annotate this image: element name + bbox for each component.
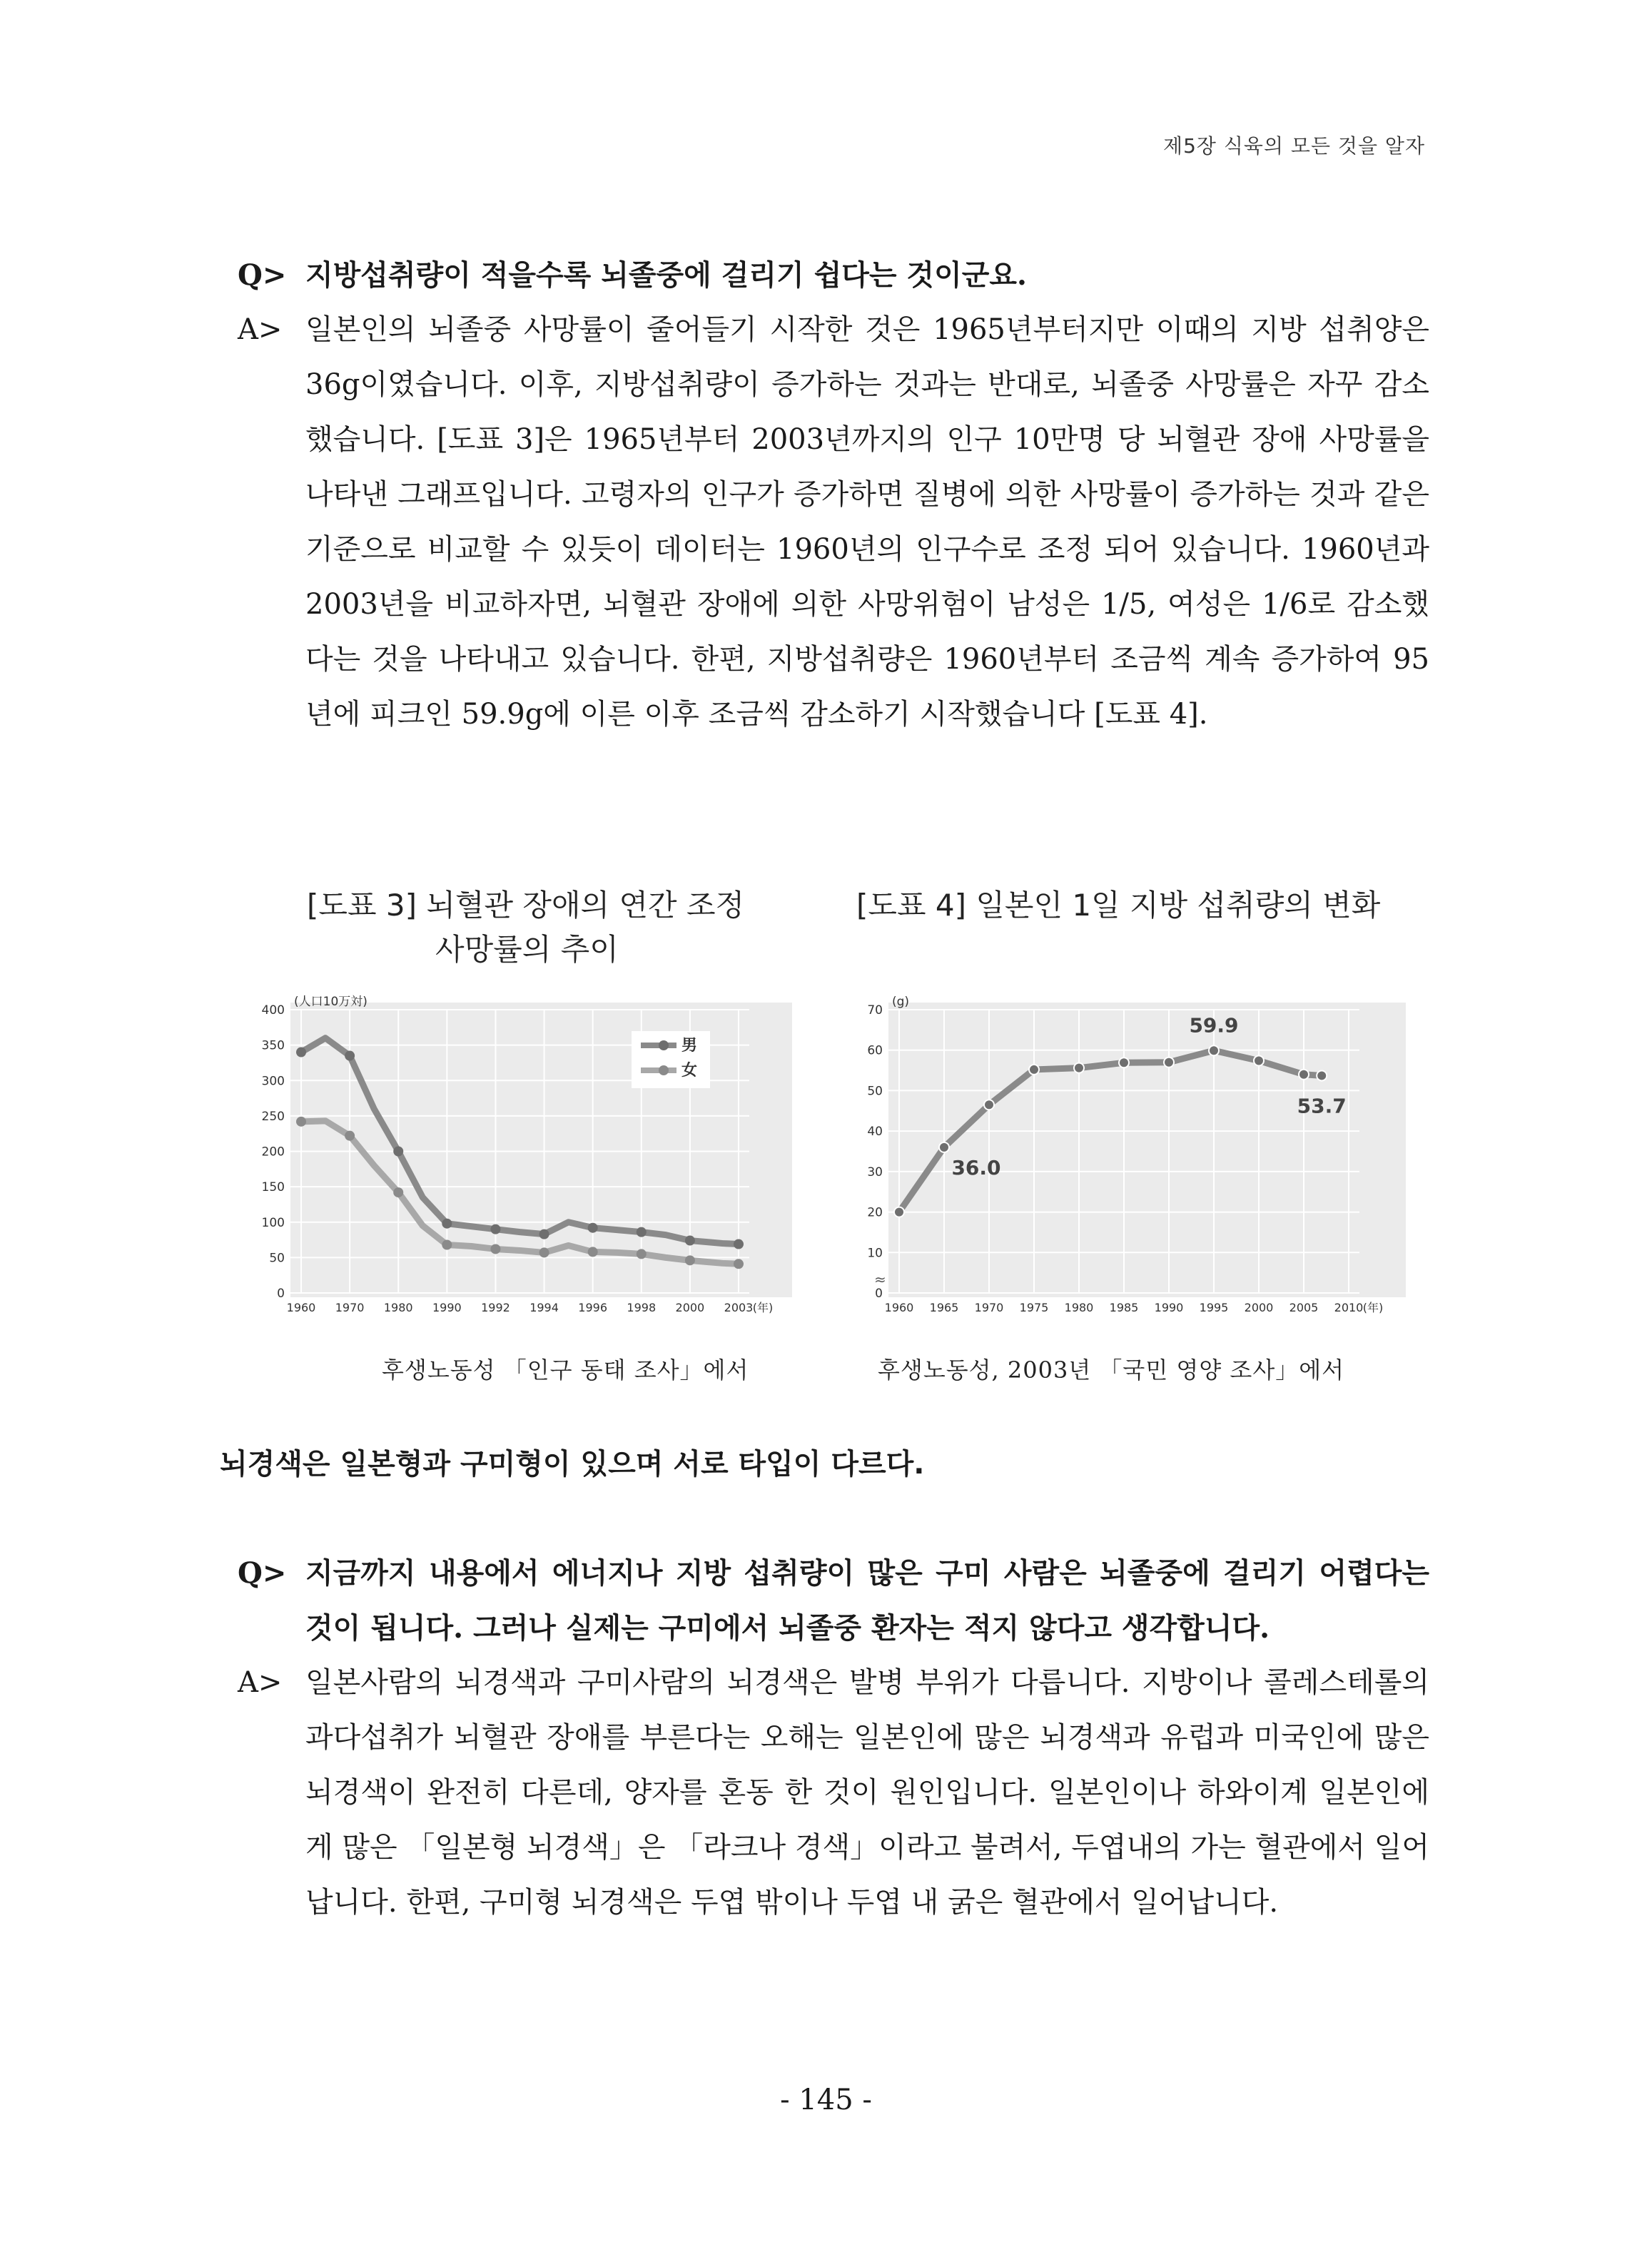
- x-tick-label: 1960: [884, 1301, 914, 1314]
- data-point: [1074, 1063, 1084, 1073]
- question-tag: Q>: [238, 258, 287, 292]
- data-point: [1317, 1070, 1327, 1080]
- question-2: [238, 1546, 1429, 1655]
- x-tick-label: 1965: [929, 1301, 959, 1314]
- data-point: [685, 1255, 695, 1265]
- y-tick-label: 50: [867, 1084, 883, 1099]
- figure-3-caption-line1: [도표 3] 뇌혈관 장애의 연간 조정: [307, 888, 745, 923]
- data-point: [442, 1240, 452, 1250]
- data-point: [539, 1247, 549, 1257]
- figure-4-source: 후생노동성, 2003년 「국민 영양 조사」에서: [878, 1356, 1345, 1384]
- question-1: [238, 248, 1429, 303]
- legend-label-female: 女: [681, 1062, 698, 1080]
- data-point: [894, 1207, 904, 1217]
- x-tick-label: 1975: [1019, 1301, 1049, 1314]
- y-unit-label: (g): [892, 995, 910, 1009]
- y-tick-label: 10: [867, 1246, 883, 1261]
- x-tick-label: 1992: [481, 1301, 510, 1314]
- y-tick-label: 300: [261, 1074, 285, 1089]
- y-tick-label: 100: [261, 1215, 285, 1230]
- data-point: [490, 1244, 500, 1254]
- data-point: [637, 1249, 647, 1259]
- y-tick-label: 0: [277, 1287, 285, 1301]
- data-point: [1029, 1065, 1039, 1075]
- data-point: [984, 1100, 994, 1110]
- data-point: [393, 1147, 403, 1157]
- axis-break-mark: ≈: [874, 1271, 886, 1288]
- data-point: [637, 1227, 647, 1237]
- y-tick-label: 200: [261, 1145, 285, 1160]
- data-point: [1254, 1055, 1264, 1065]
- y-tick-label: 50: [269, 1251, 285, 1266]
- x-unit-label: (年): [1362, 1301, 1384, 1314]
- legend-label-male: 男: [681, 1037, 698, 1055]
- data-point: [1164, 1057, 1174, 1067]
- x-tick-label: 1994: [529, 1301, 559, 1314]
- x-tick-label: 1990: [432, 1301, 462, 1314]
- qa-block-1: [238, 248, 1429, 742]
- y-unit-label: (人口10万対): [294, 995, 368, 1009]
- x-tick-label: 2000: [1244, 1301, 1274, 1314]
- figure-3-caption-line2: 사망률의 추이: [435, 932, 619, 967]
- section-heading: 뇌경색은 일본형과 구미형이 있으며 서로 타입이 다르다.: [220, 1448, 925, 1481]
- x-tick-label: 1985: [1109, 1301, 1139, 1314]
- data-label: 53.7: [1297, 1094, 1347, 1118]
- data-point: [1209, 1045, 1219, 1055]
- y-tick-label: 150: [261, 1180, 285, 1195]
- qa-block-2: [238, 1546, 1429, 1930]
- figure-4-caption: [도표 4] 일본인 1일 지방 섭취량의 변화: [856, 888, 1381, 923]
- x-tick-label: 1960: [286, 1301, 316, 1314]
- answer-1: [238, 303, 1429, 742]
- data-point: [734, 1239, 744, 1249]
- data-point: [490, 1224, 500, 1234]
- legend-marker-female: [659, 1065, 669, 1075]
- y-tick-label: 350: [261, 1038, 285, 1053]
- answer-tag: A>: [238, 313, 283, 346]
- data-point: [588, 1247, 598, 1257]
- data-point: [345, 1051, 355, 1061]
- data-point: [296, 1117, 306, 1127]
- x-tick-label: 2010: [1334, 1301, 1364, 1314]
- figure-3-chart: [250, 988, 799, 1327]
- data-label: 36.0: [951, 1155, 1001, 1180]
- chart-legend: [632, 1031, 710, 1088]
- question-text: 지금까지 내용에서 에너지나 지방 섭취량이 많은 구미 사람은 뇌졸중에 걸리기 어렵다는 것이 됩니다. 그러나 실제는 구미에서 뇌졸중 환자는 적지 않다고 생각합니다.: [305, 1556, 1429, 1645]
- figure-3-source: 후생노동성 「인구 동태 조사」에서: [382, 1356, 749, 1384]
- x-tick-label: 1995: [1199, 1301, 1229, 1314]
- data-point: [1299, 1070, 1309, 1080]
- data-label: 59.9: [1189, 1013, 1239, 1038]
- data-point: [734, 1259, 744, 1269]
- answer-text: 일본인의 뇌졸중 사망률이 줄어들기 시작한 것은 1965년부터지만 이때의 지방 섭취양은 36g이였습니다. 이후, 지방섭취량이 증가하는 것과는 반대로, 뇌졸중 사망률은 자꾸 감소했습니다. [도표 3]은 1965년부터 2003년까지의 인구 10만명 당 뇌혈관 장애 사망률을 나타낸 그래프입니다. 고령자의 인구가 증가하면 질병에 의한 사망률이 증가하는 것과 같은 기준으로 비교할 수 있듯이 데이터는 1960년의 인구수로 조정 되어 있습니다. 1960년과 2003년을 비교하자면, 뇌혈관 장애에 의한 사망위험이 남성은 1/5, 여성은 1/6로 감소했다는 것을 나타내고 있습니다. 한편, 지방섭취량은 1960년부터 조금씩 계속 증가하여 95년에 피크인 59.9g에 이른 이후 조금씩 감소하기 시작했습니다 [도표 4].: [305, 313, 1429, 731]
- y-tick-label: 400: [261, 1003, 285, 1018]
- x-tick-label: 1998: [627, 1301, 657, 1314]
- data-point: [442, 1219, 452, 1229]
- x-tick-label: 2000: [675, 1301, 705, 1314]
- data-point: [939, 1142, 949, 1152]
- data-point: [588, 1223, 598, 1233]
- x-tick-label: 1980: [383, 1301, 413, 1314]
- x-tick-label: 2005: [1289, 1301, 1319, 1314]
- x-tick-label: 1996: [578, 1301, 608, 1314]
- page-number: - 145 -: [780, 2084, 872, 2116]
- figure-3-caption: [307, 883, 744, 972]
- y-tick-label: 0: [875, 1287, 883, 1301]
- data-point: [393, 1187, 403, 1197]
- data-point: [1119, 1057, 1129, 1067]
- legend-marker-male: [659, 1040, 669, 1050]
- question-text: 지방섭취량이 적을수록 뇌졸중에 걸리기 쉽다는 것이군요.: [305, 258, 1027, 292]
- y-tick-label: 30: [867, 1165, 883, 1180]
- y-tick-label: 20: [867, 1205, 883, 1220]
- answer-text: 일본사람의 뇌경색과 구미사람의 뇌경색은 발병 부위가 다릅니다. 지방이나 콜레스테롤의 과다섭취가 뇌혈관 장애를 부른다는 오해는 일본인에 많은 뇌경색과 유럽과 미국인에 많은 뇌경색이 완전히 다른데, 양자를 혼동 한 것이 원인입니다. 일본인이나 하와이계 일본인에게 많은 「일본형 뇌경색」은 「라크나 경색」이라고 불려서, 두엽내의 가는 혈관에서 일어납니다. 한편, 구미형 뇌경색은 두엽 밖이나 두엽 내 굵은 혈관에서 일어납니다.: [305, 1666, 1429, 1919]
- x-tick-label: 1980: [1064, 1301, 1094, 1314]
- data-point: [539, 1229, 549, 1239]
- x-tick-label: 1990: [1154, 1301, 1184, 1314]
- question-tag: Q>: [238, 1556, 287, 1590]
- y-tick-label: 250: [261, 1109, 285, 1124]
- figure-4-chart: [860, 988, 1413, 1327]
- data-point: [296, 1048, 306, 1057]
- y-tick-label: 60: [867, 1043, 883, 1058]
- y-tick-label: 70: [867, 1003, 883, 1018]
- x-tick-label: 2003: [724, 1301, 754, 1314]
- data-point: [685, 1236, 695, 1246]
- x-tick-label: 1970: [335, 1301, 365, 1314]
- answer-tag: A>: [238, 1666, 283, 1699]
- answer-2: [238, 1655, 1429, 1930]
- running-header: 제5장 식육의 모든 것을 알자: [1163, 134, 1425, 158]
- data-point: [345, 1131, 355, 1141]
- y-tick-label: 40: [867, 1125, 883, 1140]
- x-tick-label: 1970: [974, 1301, 1004, 1314]
- x-unit-label: (年): [752, 1301, 774, 1314]
